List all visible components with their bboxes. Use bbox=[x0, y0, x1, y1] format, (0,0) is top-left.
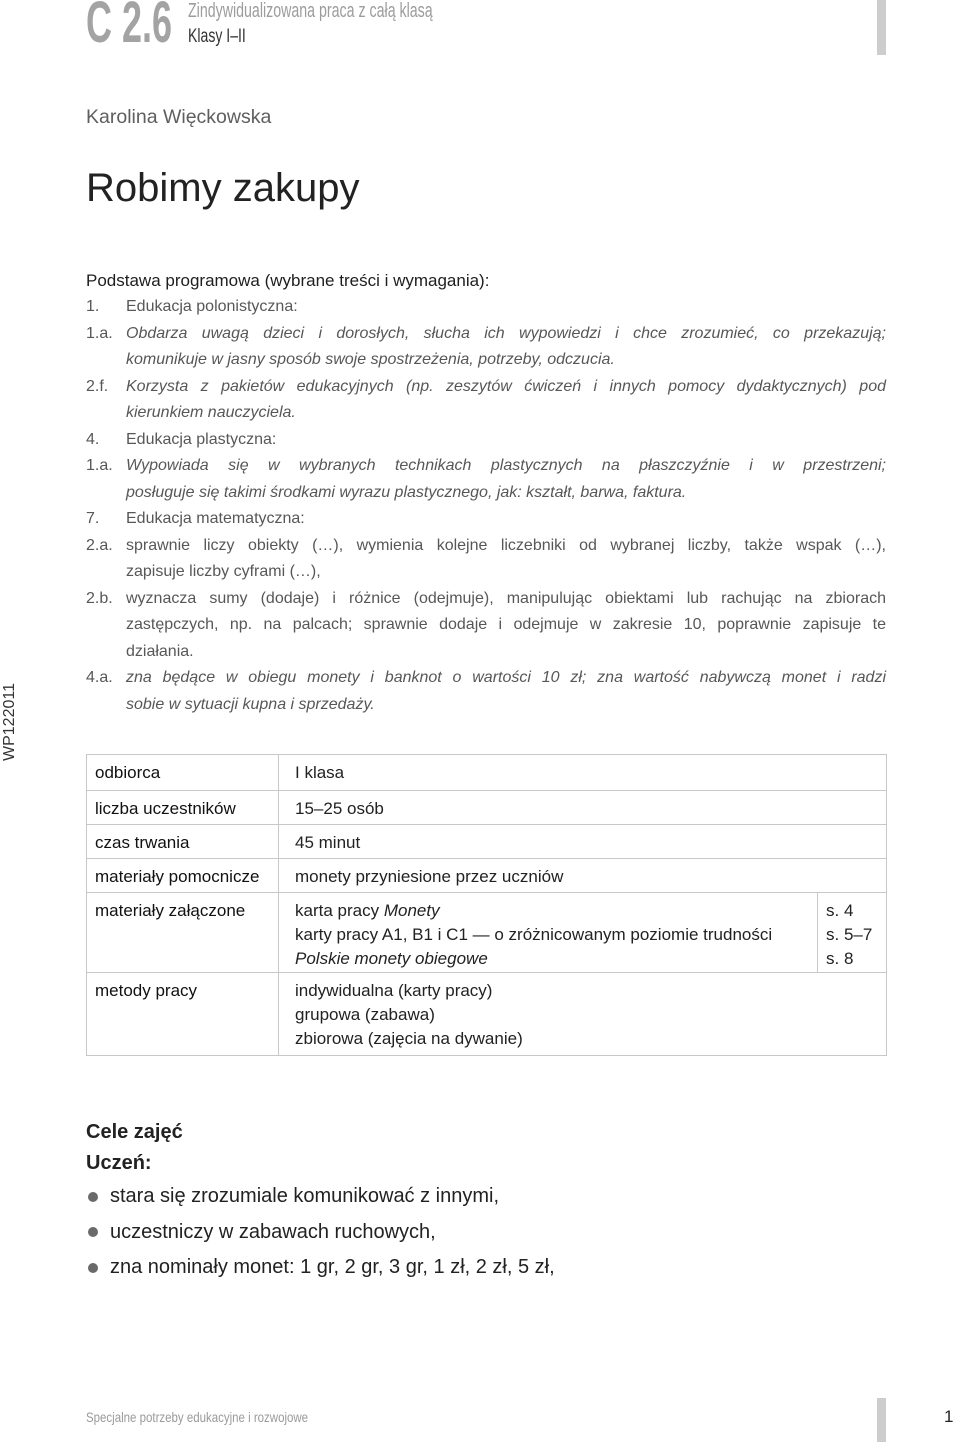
footer-publication: Specjalne potrzeby edukacyjne i rozwojowe bbox=[86, 1409, 309, 1425]
item-text-line: zapisuje liczby cyframi (…), bbox=[126, 563, 321, 580]
goal-item bbox=[86, 1179, 555, 1215]
info-row-participants bbox=[87, 791, 887, 825]
bullet-icon bbox=[88, 1192, 98, 1202]
attached-material bbox=[295, 947, 817, 971]
item-text-line: wyznacza sumy (dodaje) i różnice (odejmuje), manipulując obiektami lub rachując na zbiorach bbox=[126, 589, 886, 607]
bullet-icon bbox=[88, 1263, 98, 1273]
side-document-code: WP122011 bbox=[1, 683, 18, 761]
item-text bbox=[126, 427, 886, 454]
item-text-line: Korzysta z pakietów edukacyjnych (np. zeszytów ćwiczeń i innych pomocy dydaktycznych) pod bbox=[126, 377, 886, 395]
item-number: 1. bbox=[86, 298, 100, 315]
footer-accent-bar bbox=[877, 1398, 886, 1442]
curriculum-section-math bbox=[86, 506, 886, 533]
attached-materials-list bbox=[279, 893, 818, 973]
curriculum-item bbox=[86, 453, 886, 506]
item-number: 4.a. bbox=[86, 669, 113, 686]
goal-item bbox=[86, 1250, 555, 1286]
method-item: zbiorowa (zajęcia na dywanie) bbox=[295, 1029, 523, 1048]
item-number: 1.a. bbox=[86, 457, 113, 474]
page-number: 1 bbox=[944, 1407, 954, 1426]
lesson-info-table bbox=[86, 754, 887, 1056]
series-title: Zindywidualizowana praca z całą klasą bbox=[188, 0, 433, 22]
attached-material: karty pracy A1, B1 i C1 — o zróżnicowanym poziomie trudności bbox=[295, 925, 773, 944]
goal-text: zna nominały monet: 1 gr, 2 gr, 3 gr, 1 zł, 2 zł, 5 zł, bbox=[110, 1256, 555, 1278]
item-text-line: zastępczych, np. na palcach; sprawnie dodaje i odejmuje w zakresie 10, poprawnie zapisuje te bbox=[126, 616, 886, 633]
item-text-line: Edukacja plastyczna: bbox=[126, 430, 277, 448]
material-page-ref: s. 5–7 bbox=[826, 925, 873, 944]
attached-pages-list bbox=[818, 893, 887, 973]
curriculum-heading: Podstawa programowa (wybrane treści i wymagania): bbox=[86, 271, 490, 290]
item-text-line: Wypowiada się w wybranych technikach plastycznych na płaszczyźnie i w przestrzeni; bbox=[126, 457, 886, 474]
item-text bbox=[126, 294, 886, 321]
info-row-methods bbox=[87, 973, 887, 1056]
material-page-ref: s. 4 bbox=[826, 901, 854, 920]
goals-subheading: Uczeń: bbox=[86, 1152, 152, 1174]
info-row-aids bbox=[87, 859, 887, 893]
info-value: I klasa bbox=[279, 755, 887, 791]
item-number: 4. bbox=[86, 430, 100, 448]
item-number: 2.f. bbox=[86, 377, 109, 395]
item-text-line: działania. bbox=[126, 642, 194, 660]
goal-text: stara się zrozumiale komunikować z innymi, bbox=[110, 1185, 500, 1207]
curriculum-item bbox=[86, 533, 886, 586]
material-prefix: karta pracy bbox=[295, 901, 380, 920]
attached-material bbox=[295, 899, 817, 923]
info-value: monety przyniesione przez uczniów bbox=[279, 859, 887, 893]
curriculum-item bbox=[86, 321, 886, 374]
info-value: 15–25 osób bbox=[279, 791, 887, 825]
curriculum-item bbox=[86, 665, 886, 718]
item-text bbox=[126, 506, 886, 533]
curriculum-list bbox=[86, 294, 886, 718]
item-text bbox=[126, 453, 886, 506]
goal-item bbox=[86, 1215, 555, 1251]
item-text-line: sobie w sytuacji kupna i sprzedaży. bbox=[126, 695, 375, 713]
material-title: Polskie monety obiegowe bbox=[295, 949, 488, 968]
item-text-line: kierunkiem nauczyciela. bbox=[126, 404, 296, 421]
info-value: 45 minut bbox=[279, 825, 887, 859]
page-title: Robimy zakupy bbox=[86, 166, 360, 210]
item-text bbox=[126, 321, 886, 374]
goals-heading-block bbox=[86, 1117, 183, 1179]
method-item: indywidualna (karty pracy) bbox=[295, 981, 493, 1000]
item-text-line: Edukacja matematyczna: bbox=[126, 510, 305, 527]
item-text-line: Obdarza uwagą dzieci i dorosłych, słucha ich wypowiedzi i chce zrozumieć, co przekazują; bbox=[126, 324, 886, 342]
item-text bbox=[126, 665, 886, 718]
info-row-duration bbox=[87, 825, 887, 859]
info-label: liczba uczestników bbox=[87, 791, 279, 825]
item-number: 2.b. bbox=[86, 589, 113, 607]
grade-level: Klasy I–II bbox=[188, 26, 246, 47]
item-text-line: Edukacja polonistyczna: bbox=[126, 298, 298, 315]
item-number: 7. bbox=[86, 510, 100, 527]
goals-heading: Cele zajęć bbox=[86, 1121, 183, 1143]
material-page-ref: s. 8 bbox=[826, 949, 854, 968]
info-row-attached-materials bbox=[87, 893, 887, 973]
curriculum-item bbox=[86, 586, 886, 666]
info-label: czas trwania bbox=[87, 825, 279, 859]
item-number: 1.a. bbox=[86, 324, 113, 342]
info-label: materiały załączone bbox=[87, 893, 279, 973]
method-item: grupowa (zabawa) bbox=[295, 1005, 435, 1024]
curriculum-section-polish bbox=[86, 294, 886, 321]
info-label: materiały pomocnicze bbox=[87, 859, 279, 893]
author-name: Karolina Więckowska bbox=[86, 106, 272, 128]
item-text-line: posługuje się takimi środkami wyrazu plastycznego, jak: kształt, barwa, faktura. bbox=[126, 483, 687, 501]
item-text-line: sprawnie liczy obiekty (…), wymienia kolejne liczebniki od wybranej liczby, także wspak (…), bbox=[126, 536, 886, 554]
info-row-audience bbox=[87, 755, 887, 791]
material-title: Monety bbox=[383, 901, 440, 920]
goals-list bbox=[86, 1179, 555, 1286]
item-text-line: zna będące w obiegu monety i banknot o wartości 10 zł; zna wartość nabywczą monet i radzi bbox=[126, 669, 886, 686]
item-text bbox=[126, 586, 886, 666]
methods-list bbox=[279, 973, 887, 1056]
item-text-line: komunikuje w jasny sposób swoje spostrzeżenia, potrzeby, odczucia. bbox=[126, 351, 615, 368]
item-text bbox=[126, 533, 886, 586]
item-text bbox=[126, 374, 886, 427]
bullet-icon bbox=[88, 1227, 98, 1237]
curriculum-section-art bbox=[86, 427, 886, 454]
info-label: metody pracy bbox=[87, 973, 279, 1056]
goal-text: uczestniczy w zabawach ruchowych, bbox=[110, 1220, 436, 1243]
curriculum-item bbox=[86, 374, 886, 427]
header-accent-bar bbox=[877, 0, 886, 55]
info-label: odbiorca bbox=[87, 755, 279, 791]
section-code: C 2.6 bbox=[86, 0, 172, 55]
item-number: 2.a. bbox=[86, 536, 113, 554]
